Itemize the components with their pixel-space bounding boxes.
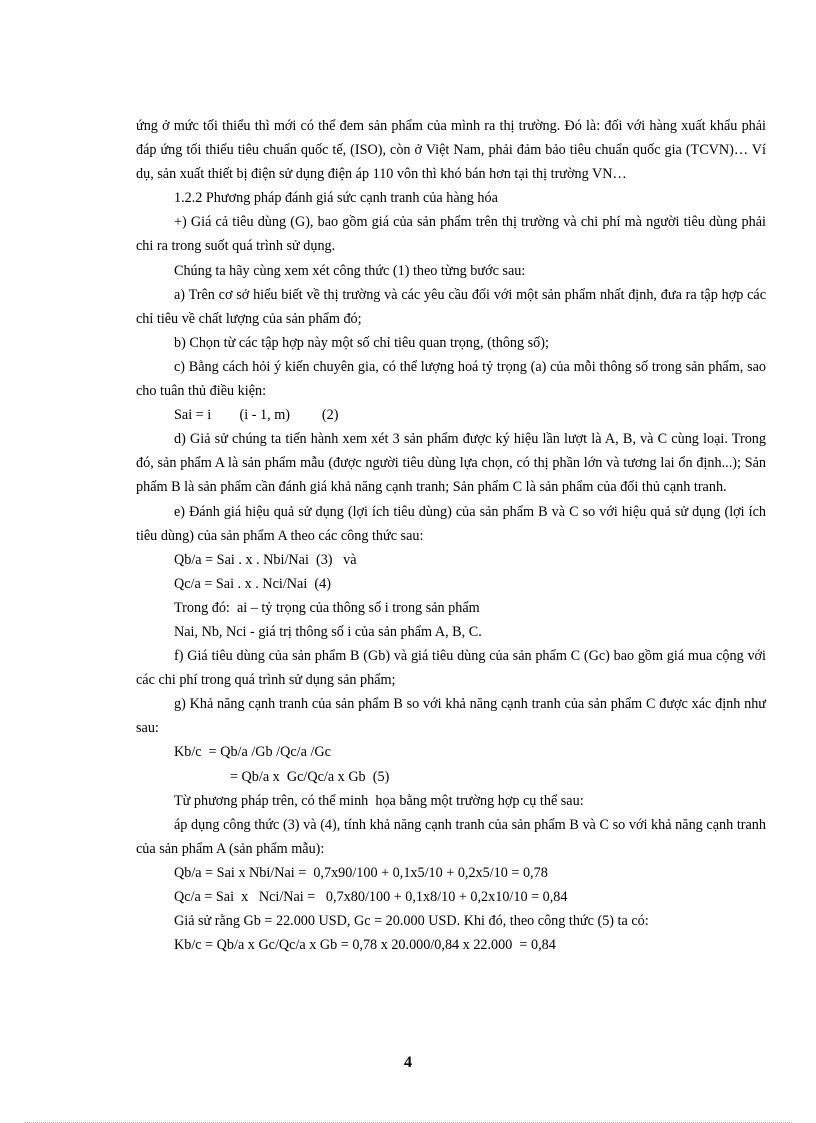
page-number: 4 <box>404 1054 412 1071</box>
step-b: b) Chọn từ các tập hợp này một số chỉ tiêu quan trọng, (thông số); <box>174 334 549 351</box>
definition-n: Nai, Nb, Nci - giá trị thông số i của sản phẩm A, B, C. <box>174 623 482 640</box>
assumption-prices: Giả sử rằng Gb = 22.000 USD, Gc = 20.000 USD. Khi đó, theo công thức (5) ta có: <box>174 913 649 930</box>
paragraph-steps-intro: Chúng ta hãy cùng xem xét công thức (1) theo từng bước sau: <box>174 262 526 279</box>
section-heading: 1.2.2 Phương pháp đánh giá sức cạnh tranh của hàng hóa <box>174 190 498 207</box>
step-c: c) Bằng cách hỏi ý kiến chuyên gia, có thể lượng hoá tỷ trọng (a) của mỗi thông số trong sản phẩm, sao cho tuân thủ điều kiện: <box>136 358 766 400</box>
formula-2: Sai = i (i - 1, m) (2) <box>174 407 339 424</box>
formula-5-line-1: Kb/c = Qb/a /Gb /Qc/a /Gc <box>174 744 331 761</box>
step-e: e) Đánh giá hiệu quả sử dụng (lợi ích tiêu dùng) của sản phẩm B và C so với hiệu quả sử dụng (lợi ích tiêu dùng) của sản phẩm A theo các công thức sau: <box>136 503 766 544</box>
formula-5-line-2: = Qb/a x Gc/Qc/a x Gb (5) <box>230 768 390 785</box>
formula-4: Qc/a = Sai . x . Nci/Nai (4) <box>174 575 331 592</box>
step-d: d) Giả sử chúng ta tiến hành xem xét 3 sản phẩm được ký hiệu lần lượt là A, B, và C cùng loại. Trong đó, sản phẩm A là sản phẩm mẫu (được người tiêu dùng lựa chọn, có thị phần lớn và tương lai ổn định...); Sản phẩm B là sản phẩm cần đánh giá khả năng cạnh tranh; Sản phẩm C là sản phẩm của đối thủ cạnh tranh. <box>136 431 766 496</box>
paragraph-intro: ứng ở mức tối thiểu thì mới có thể đem sản phẩm của mình ra thị trường. Đó là: đối với hàng xuất khẩu phải đáp ứng tối thiểu tiêu chuẩn quốc tế, (ISO), còn ở Việt Nam, phải đảm bảo tiêu chuẩn quốc gia (TCVN)… Ví dụ, sản xuất thiết bị điện sử dụng điện áp 110 vôn thì khó bán hơn tại thị trường VN… <box>136 118 766 183</box>
step-a: a) Trên cơ sở hiểu biết về thị trường và các yêu cầu đối với một sản phẩm nhất định, đưa ra tập hợp các chỉ tiêu về chất lượng của sản phẩm đó; <box>136 286 766 327</box>
example-apply: áp dụng công thức (3) và (4), tính khả năng cạnh tranh của sản phẩm B và C so với khả năng cạnh tranh của sản phẩm A (sản phẩm mẫu): <box>136 816 766 857</box>
formula-3: Qb/a = Sai . x . Nbi/Nai (3) và <box>174 551 357 568</box>
calc-qca: Qc/a = Sai x Nci/Nai = 0,7x80/100 + 0,1x8/10 + 0,2x10/10 = 0,84 <box>174 889 568 905</box>
paragraph-price: +) Giá cả tiêu dùng (G), bao gồm giá của sản phẩm trên thị trường và chi phí mà người tiêu dùng phải chi ra trong suốt quá trình sử dụng. <box>136 214 766 255</box>
page-body <box>136 114 766 957</box>
step-f: f) Giá tiêu dùng của sản phẩm B (Gb) và giá tiêu dùng của sản phẩm C (Gc) bao gồm giá mua cộng với các chi phí trong quá trình sử dụng sản phẩm; <box>136 648 766 689</box>
step-g: g) Khả năng cạnh tranh của sản phẩm B so với khả năng cạnh tranh của sản phẩm C được xác định như sau: <box>136 696 766 737</box>
example-intro: Từ phương pháp trên, có thể minh họa bằng một trường hợp cụ thể sau: <box>174 792 584 809</box>
calc-qba: Qb/a = Sai x Nbi/Nai = 0,7x90/100 + 0,1x5/10 + 0,2x5/10 = 0,78 <box>174 864 548 881</box>
calc-kbc: Kb/c = Qb/a x Gc/Qc/a x Gb = 0,78 x 20.000/0,84 x 22.000 = 0,84 <box>174 937 556 954</box>
definition-ai: Trong đó: ai – tỷ trọng của thông số i trong sản phẩm <box>174 599 480 616</box>
